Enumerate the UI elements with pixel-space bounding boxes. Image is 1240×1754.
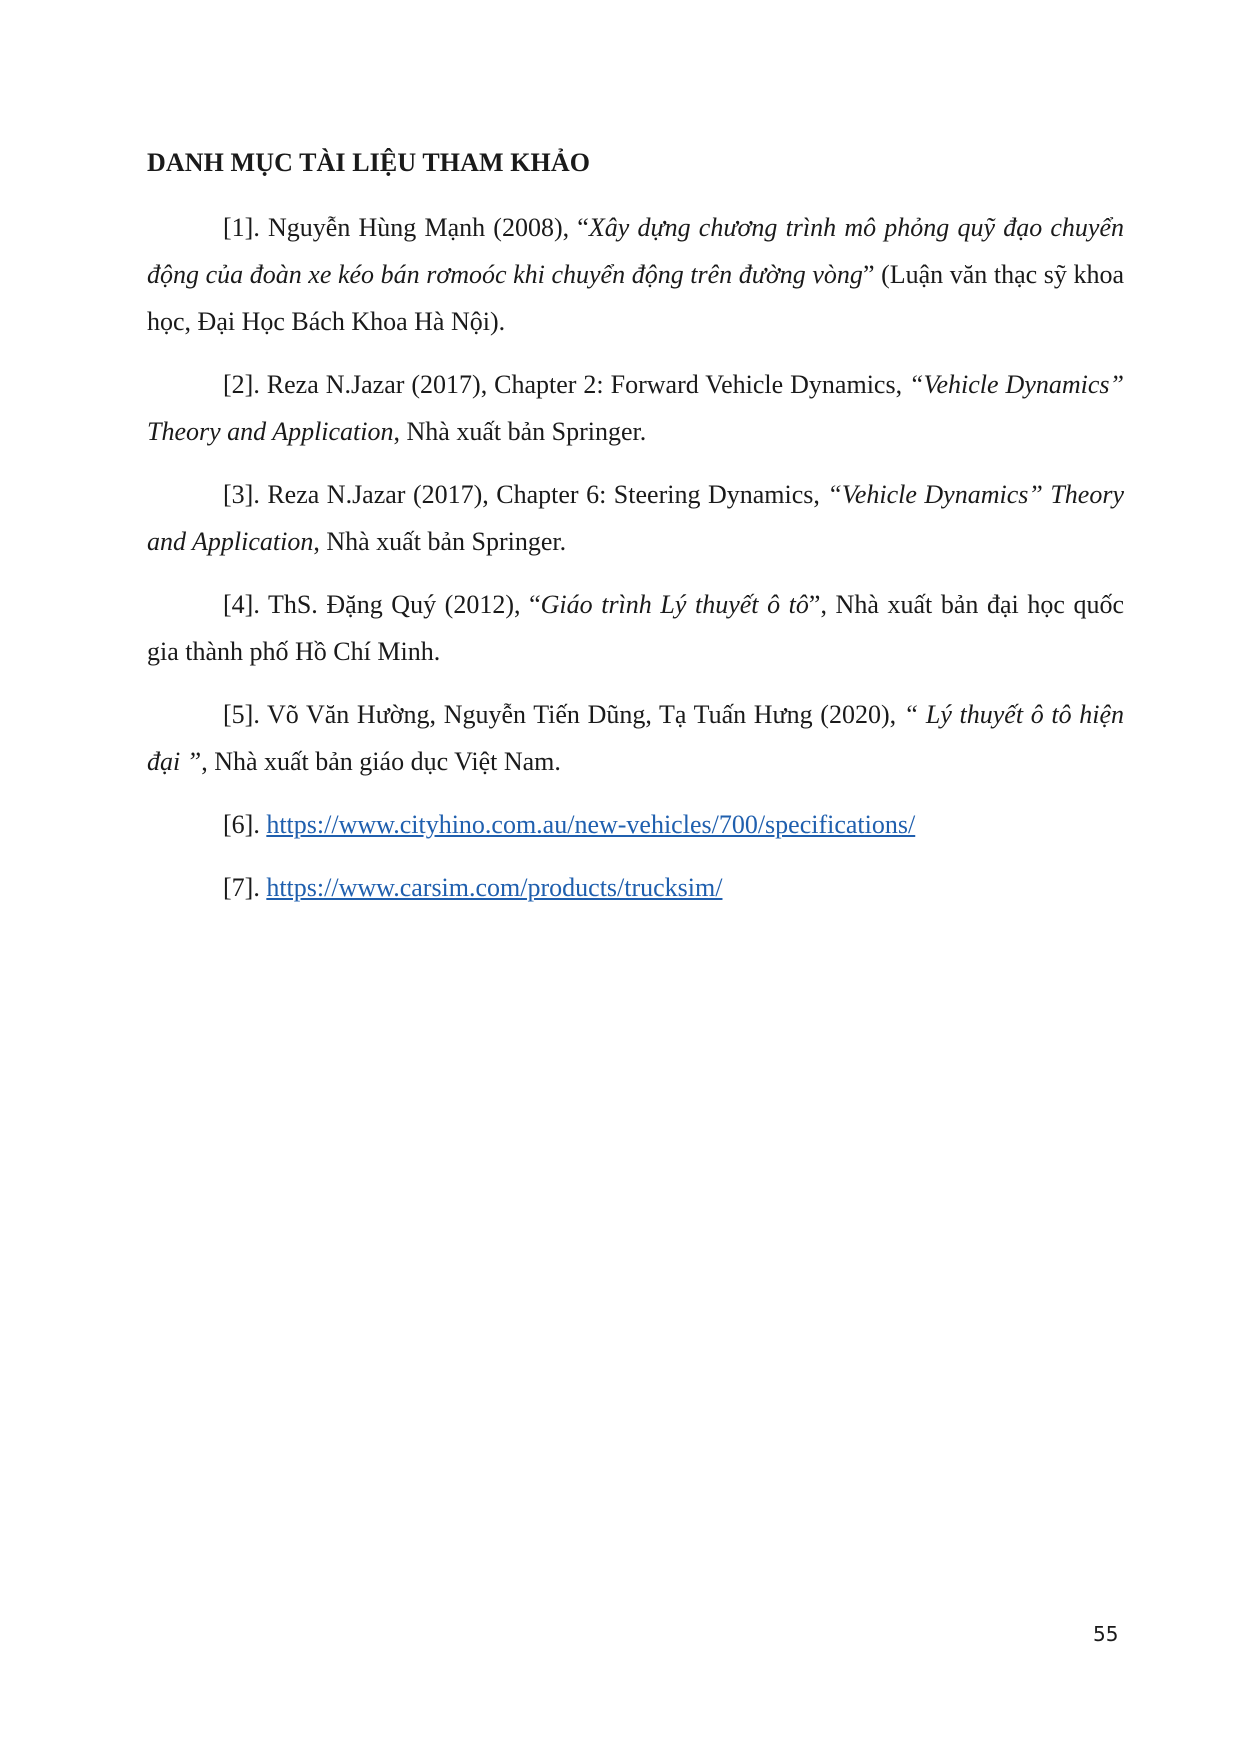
reference-title: Giáo trình Lý thuyết ô tô (540, 590, 809, 619)
reference-text: Nguyễn Hùng Mạnh (2008), “ (259, 213, 589, 242)
reference-title: “Vehicle Dynamics” Theory and Application (147, 480, 1124, 556)
reference-text: Reza N.Jazar (2017), Chapter 6: Steering Dynamics, (259, 480, 828, 509)
reference-item-6 (147, 801, 1124, 848)
reference-number: [4]. (223, 590, 260, 619)
reference-item-2 (147, 361, 1124, 455)
reference-text: , Nhà xuất bản giáo dục Việt Nam. (201, 747, 561, 776)
reference-number: [2]. (223, 370, 260, 399)
page-number: 55 (1093, 1622, 1119, 1646)
reference-number: [5]. (223, 700, 260, 729)
reference-text: Võ Văn Hường, Nguyễn Tiến Dũng, Tạ Tuấn Hưng (2020), (259, 700, 904, 729)
reference-text: ThS. Đặng Quý (2012), “ (259, 590, 541, 619)
reference-number: [3]. (223, 480, 260, 509)
reference-item-4 (147, 581, 1124, 675)
reference-text: , Nhà xuất bản Springer. (393, 417, 647, 446)
reference-item-5 (147, 691, 1124, 785)
reference-item-1 (147, 204, 1124, 345)
reference-link-carsim[interactable]: https://www.carsim.com/products/trucksim/ (266, 873, 723, 902)
reference-link-cityhino[interactable]: https://www.cityhino.com.au/new-vehicles/700/specifications/ (266, 810, 916, 839)
reference-number: [1]. (223, 213, 260, 242)
reference-title: “ Lý thuyết ô tô hiện đại ” (147, 700, 1124, 776)
reference-number: [6]. (223, 810, 260, 839)
reference-text: ”, Nhà xuất bản đại học quốc gia thành phố Hồ Chí Minh. (147, 590, 1124, 666)
reference-title: “Vehicle Dynamics” Theory and Application (147, 370, 1124, 446)
reference-number: [7]. (223, 873, 260, 902)
reference-item-7 (147, 864, 1124, 911)
reference-title: Xây dựng chương trình mô phỏng quỹ đạo chuyển động của đoàn xe kéo bán rơmoóc khi chuyển động trên đường vòng (147, 213, 1124, 289)
reference-text: ” (Luận văn thạc sỹ khoa học, Đại Học Bách Khoa Hà Nội). (147, 260, 1125, 336)
references-heading: DANH MỤC TÀI LIỆU THAM KHẢO (147, 148, 591, 177)
reference-text: , Nhà xuất bản Springer. (313, 527, 567, 556)
reference-text: Reza N.Jazar (2017), Chapter 2: Forward Vehicle Dynamics, (259, 370, 910, 399)
reference-list (147, 204, 1124, 927)
reference-item-3 (147, 471, 1124, 565)
